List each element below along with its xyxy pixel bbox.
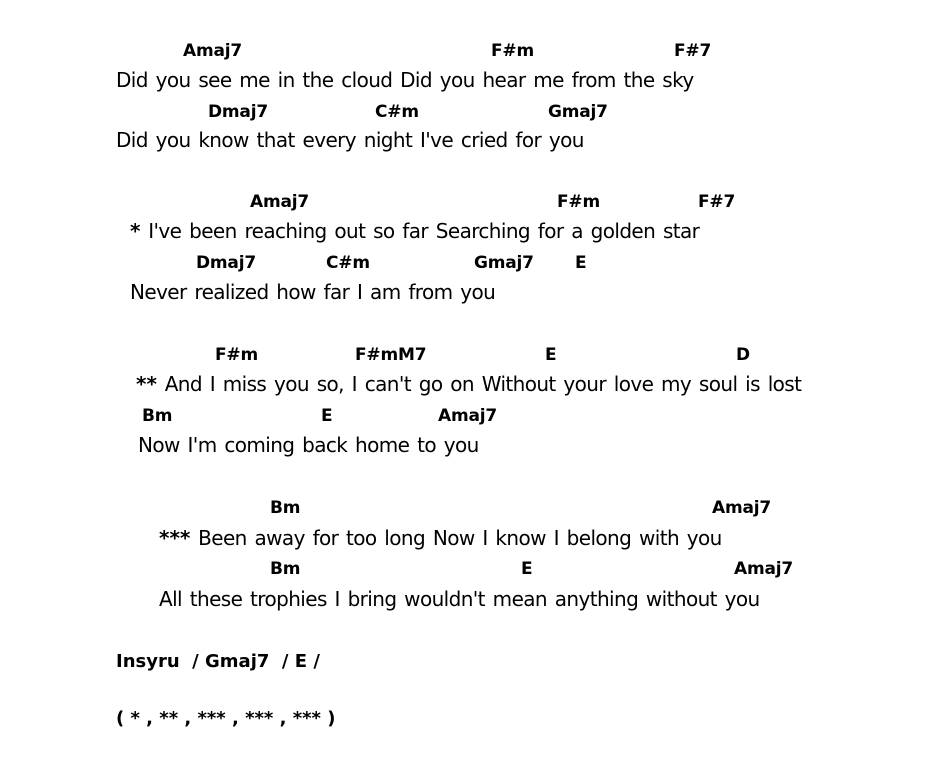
interlude-line: Insyru / Gmaj7 / E / — [116, 651, 320, 672]
chord: F#mM7 — [355, 345, 427, 365]
chord: Dmaj7 — [196, 253, 256, 273]
lyric-line — [130, 219, 699, 243]
section-marker: ** — [136, 372, 157, 396]
lyric-line: Now I'm coming back home to you — [138, 433, 479, 457]
sequence-line: ( * , ** , *** , *** , *** ) — [116, 708, 336, 729]
chord: Dmaj7 — [208, 102, 268, 122]
chord: F#m — [557, 192, 600, 212]
chord: Amaj7 — [734, 559, 793, 579]
chord: Gmaj7 — [548, 102, 608, 122]
lyric-line — [136, 372, 801, 396]
section-marker: * — [130, 219, 141, 243]
lyric-text: I've been reaching out so far Searching for a golden star — [148, 219, 700, 243]
chord: Bm — [270, 559, 301, 579]
chord: E — [521, 559, 533, 579]
chord: F#m — [215, 345, 258, 365]
chord: Amaj7 — [438, 406, 497, 426]
chord: E — [545, 345, 557, 365]
chord: C#m — [326, 253, 370, 273]
chord: F#7 — [698, 192, 736, 212]
chord: Amaj7 — [183, 41, 242, 61]
lyric-line: All these trophies I bring wouldn't mean anything without you — [159, 587, 760, 611]
lyric-text: And I miss you so, I can't go on Without your love my soul is lost — [164, 372, 802, 396]
lyric-line: Did you know that every night I've cried for you — [116, 128, 584, 152]
chord: F#7 — [674, 41, 712, 61]
lyric-line: Never realized how far I am from you — [130, 280, 496, 304]
chord: E — [321, 406, 333, 426]
chord: D — [736, 345, 750, 365]
section-marker: *** — [159, 526, 191, 550]
chord: Amaj7 — [250, 192, 309, 212]
lyric-text: Been away for too long Now I know I belong with you — [198, 526, 722, 550]
chord: Bm — [142, 406, 173, 426]
chord: F#m — [491, 41, 534, 61]
chord: Gmaj7 — [474, 253, 534, 273]
lyric-line — [159, 526, 722, 550]
chord: Amaj7 — [712, 498, 771, 518]
chord: Bm — [270, 498, 301, 518]
chord: C#m — [375, 102, 419, 122]
chord: E — [575, 253, 587, 273]
lyric-line: Did you see me in the cloud Did you hear me from the sky — [116, 68, 694, 92]
